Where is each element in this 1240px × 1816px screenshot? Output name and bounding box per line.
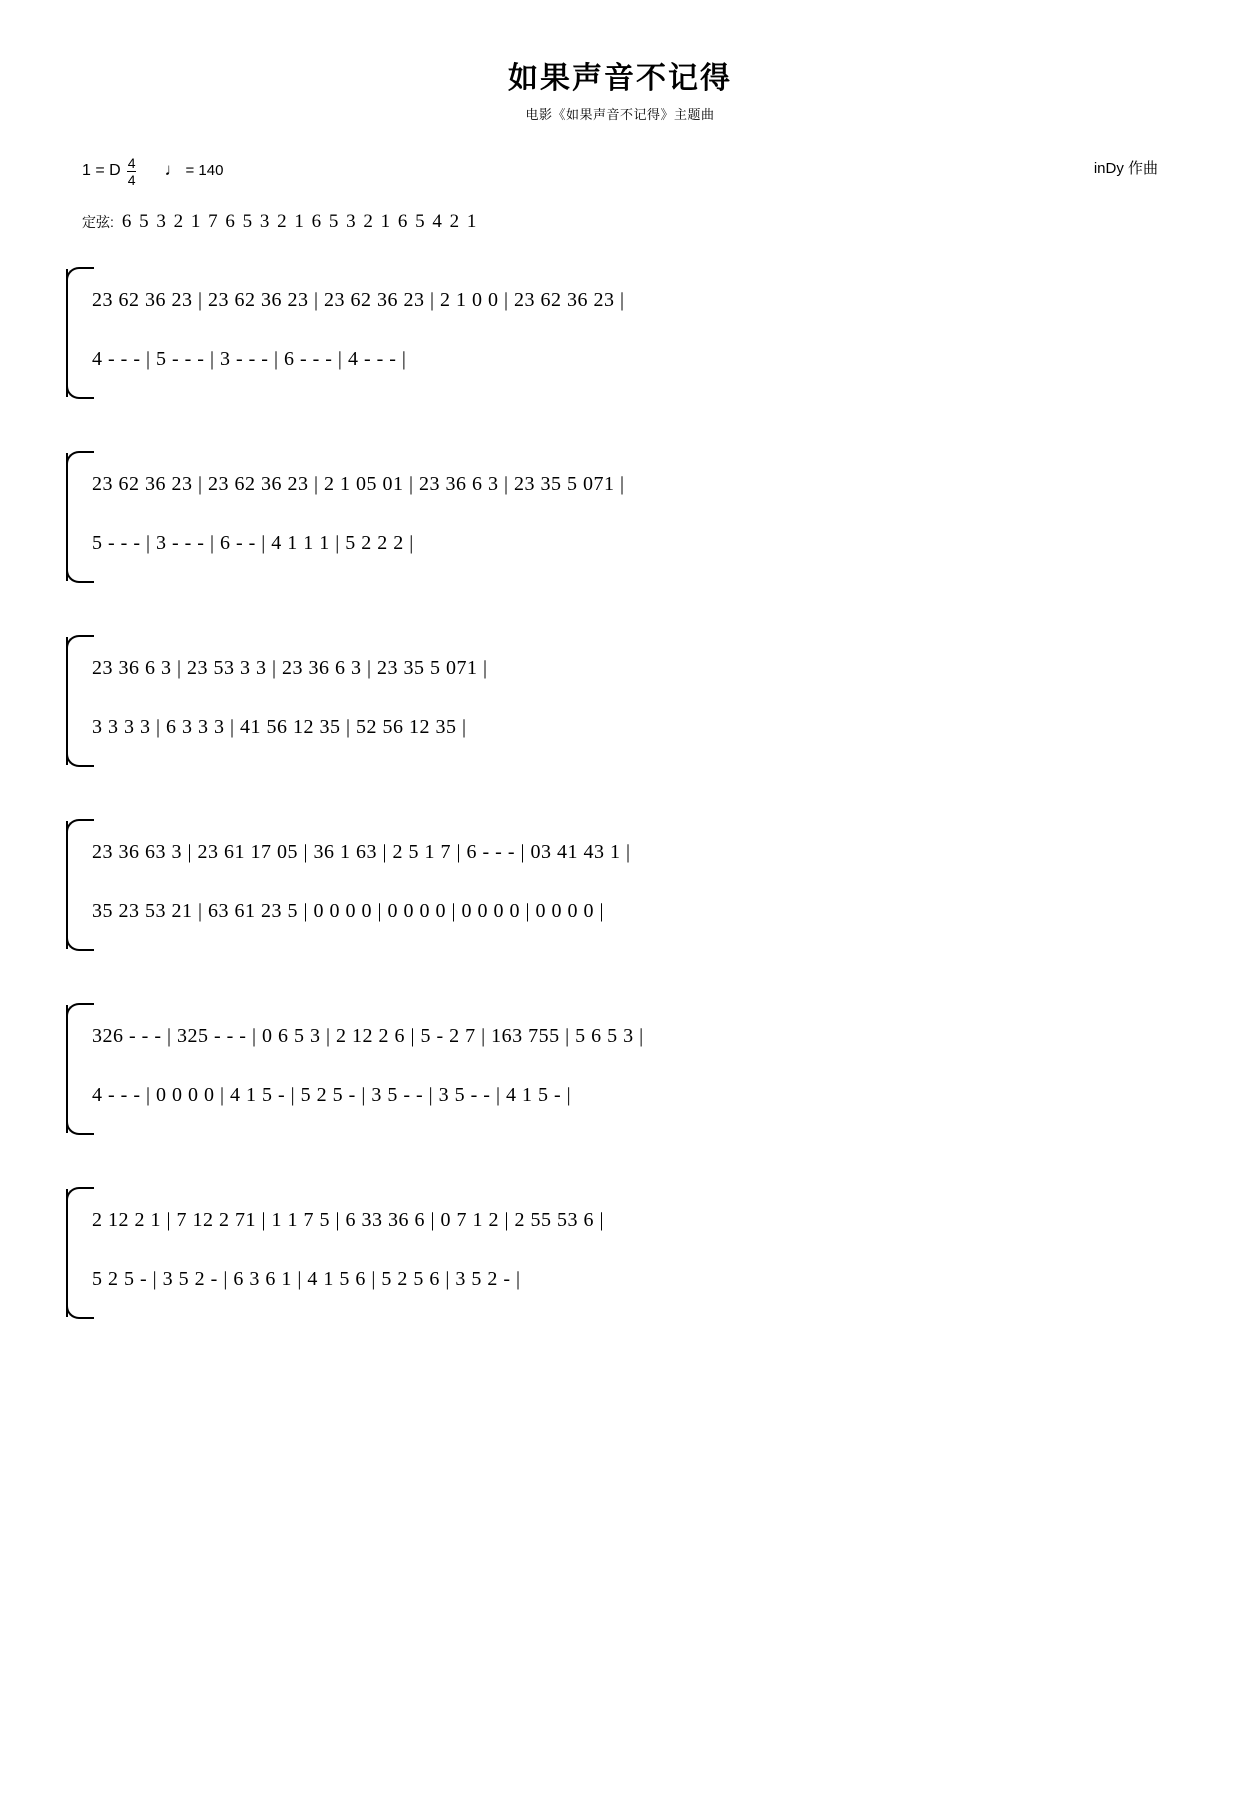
tempo-marking [164, 162, 223, 179]
music-system [0, 259, 1240, 409]
upper-stave [92, 259, 1180, 331]
lower-stave-notes: 5 2 5 - | 3 5 2 - | 6 3 6 1 | 4 1 5 6 | 5 2 5 6 | 3 5 2 - | [92, 1268, 521, 1290]
music-system [0, 1179, 1240, 1329]
music-systems [0, 259, 1240, 1329]
key-label: 1 = D [82, 161, 121, 179]
upper-stave-notes: 326 - - - | 325 - - - | 0 6 5 3 | 2 12 2 6 | 5 - 2 7 | 163 755 | 5 6 5 3 | [92, 1025, 644, 1047]
upper-stave [92, 627, 1180, 699]
music-system [0, 811, 1240, 961]
time-signature [127, 156, 137, 187]
upper-stave [92, 995, 1180, 1067]
composer-credit: inDy 作曲 [1093, 160, 1158, 177]
upper-stave [92, 443, 1180, 515]
upper-stave [92, 1179, 1180, 1251]
lower-stave [92, 1251, 1180, 1307]
time-signature-denominator: 4 [127, 172, 136, 188]
grand-staff-brace [66, 1187, 94, 1319]
page-subtitle: 电影《如果声音不记得》主题曲 [525, 107, 715, 122]
lower-stave-notes: 4 - - - | 0 0 0 0 | 4 1 5 - | 5 2 5 - | 3 5 - - | 3 5 - - | 4 1 5 - | [92, 1084, 572, 1106]
upper-stave-notes: 23 62 36 23 | 23 62 36 23 | 23 62 36 23 | 2 1 0 0 | 23 62 36 23 | [92, 289, 625, 311]
upper-stave-notes: 2 12 2 1 | 7 12 2 71 | 1 1 7 5 | 6 33 36 6 | 0 7 1 2 | 2 55 53 6 | [92, 1209, 605, 1231]
lower-stave-notes: 3 3 3 3 | 6 3 3 3 | 41 56 12 35 | 52 56 12 35 | [92, 716, 467, 738]
grand-staff-brace [66, 267, 94, 399]
tempo-value: = 140 [185, 162, 224, 179]
lower-stave-notes: 5 - - - | 3 - - - | 6 - - | 4 1 1 1 | 5 2 2 2 | [92, 532, 414, 554]
grand-staff-brace [66, 451, 94, 583]
lower-stave [92, 1067, 1180, 1123]
upper-stave-notes: 23 62 36 23 | 23 62 36 23 | 2 1 05 01 | 23 36 6 3 | 23 35 5 071 | [92, 473, 625, 495]
time-signature-numerator: 4 [127, 155, 136, 171]
lower-stave [92, 883, 1180, 939]
lower-stave [92, 515, 1180, 571]
sheet-music-page [0, 62, 1240, 1816]
upper-stave-notes: 23 36 6 3 | 23 53 3 3 | 23 36 6 3 | 23 35 5 071 | [92, 657, 488, 679]
upper-stave-notes: 23 36 63 3 | 23 61 17 05 | 36 1 63 | 2 5 1 7 | 6 - - - | 03 41 43 1 | [92, 841, 631, 863]
lower-stave-notes: 4 - - - | 5 - - - | 3 - - - | 6 - - - | 4 - - - | [92, 348, 407, 370]
lower-stave-notes: 35 23 53 21 | 63 61 23 5 | 0 0 0 0 | 0 0 0 0 | 0 0 0 0 | 0 0 0 0 | [92, 900, 605, 922]
lower-stave [92, 331, 1180, 387]
tuning-notes: 6 5 3 2 1 7 6 5 3 2 1 6 5 3 2 1 6 5 4 2 1 [121, 211, 478, 232]
music-system [0, 627, 1240, 777]
tuning-row [0, 211, 1240, 233]
tuning-label: 定弦: [82, 214, 114, 230]
music-system [0, 995, 1240, 1145]
grand-staff-brace [66, 1003, 94, 1135]
grand-staff-brace [66, 819, 94, 951]
score-metadata [0, 155, 1240, 189]
key-and-time [82, 155, 223, 186]
grand-staff-brace [66, 635, 94, 767]
music-system [0, 443, 1240, 593]
quarter-note-icon: ♩ [164, 160, 182, 179]
page-title: 如果声音不记得 [508, 62, 732, 95]
lower-stave [92, 699, 1180, 755]
upper-stave [92, 811, 1180, 883]
